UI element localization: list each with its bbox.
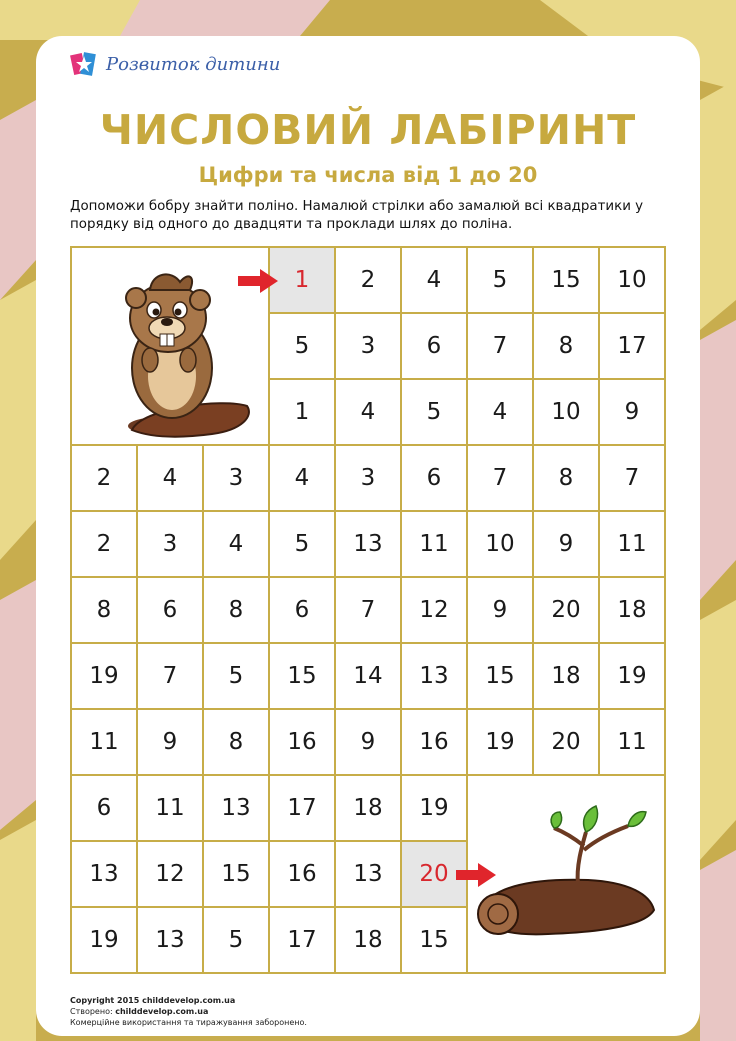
maze-cell[interactable]: 9: [336, 710, 402, 776]
maze-cell[interactable]: 8: [204, 710, 270, 776]
maze-cell[interactable]: 13: [336, 512, 402, 578]
footer: [70, 995, 307, 1028]
maze-cell[interactable]: 15: [204, 842, 270, 908]
maze-cell[interactable]: 8: [534, 314, 600, 380]
maze-cell[interactable]: 7: [336, 578, 402, 644]
maze-cell[interactable]: 19: [468, 710, 534, 776]
maze-cell[interactable]: 15: [534, 248, 600, 314]
maze-cell[interactable]: 9: [534, 512, 600, 578]
log-picture-area: [468, 776, 666, 974]
maze-cell[interactable]: 4: [204, 512, 270, 578]
maze-cell[interactable]: 9: [138, 710, 204, 776]
maze-cell[interactable]: 11: [138, 776, 204, 842]
maze-cell[interactable]: 16: [402, 710, 468, 776]
maze-cell[interactable]: 6: [72, 776, 138, 842]
maze-cell[interactable]: 13: [336, 842, 402, 908]
maze-cell[interactable]: 5: [270, 314, 336, 380]
maze-cell[interactable]: 9: [600, 380, 666, 446]
star-logo-icon: [70, 50, 98, 78]
maze-cell[interactable]: 6: [402, 314, 468, 380]
usage-notice: Комерційне використання та тиражування заборонено.: [70, 1018, 307, 1027]
maze-cell[interactable]: 2: [336, 248, 402, 314]
maze-cell[interactable]: 8: [534, 446, 600, 512]
maze-cell[interactable]: 7: [600, 446, 666, 512]
maze-cell[interactable]: 3: [138, 512, 204, 578]
maze-cell[interactable]: 13: [138, 908, 204, 974]
maze-cell[interactable]: 3: [204, 446, 270, 512]
created-line: [70, 1006, 307, 1017]
maze-cell[interactable]: 16: [270, 842, 336, 908]
number-maze-grid: [70, 246, 666, 974]
maze-cell[interactable]: 17: [270, 908, 336, 974]
maze-cell[interactable]: 16: [270, 710, 336, 776]
maze-cell[interactable]: 6: [402, 446, 468, 512]
maze-cell[interactable]: 8: [204, 578, 270, 644]
maze-cell[interactable]: 2: [72, 446, 138, 512]
maze-cell[interactable]: 6: [138, 578, 204, 644]
page-title: ЧИСЛОВИЙ ЛАБІРИНТ: [99, 106, 637, 154]
maze-cell[interactable]: 20: [534, 710, 600, 776]
maze-cell[interactable]: 4: [468, 380, 534, 446]
maze-cell[interactable]: 11: [600, 710, 666, 776]
maze-cell[interactable]: 5: [204, 908, 270, 974]
maze-cell[interactable]: 18: [534, 644, 600, 710]
maze-cell[interactable]: 1: [270, 380, 336, 446]
maze-cell[interactable]: 11: [402, 512, 468, 578]
maze-cell[interactable]: 1: [270, 248, 336, 314]
maze-cell[interactable]: 8: [72, 578, 138, 644]
start-arrow-icon: [238, 269, 278, 293]
maze-cell[interactable]: 13: [402, 644, 468, 710]
maze-cell[interactable]: 18: [600, 578, 666, 644]
end-arrow-icon: [456, 863, 496, 887]
created-site: childdevelop.com.ua: [115, 1007, 209, 1016]
maze-cell[interactable]: 15: [270, 644, 336, 710]
log-with-sprout-icon: [468, 776, 662, 970]
maze-cell[interactable]: 13: [204, 776, 270, 842]
maze-cell[interactable]: 20: [402, 842, 468, 908]
maze-cell[interactable]: 10: [534, 380, 600, 446]
maze-cell[interactable]: 4: [402, 248, 468, 314]
maze-cell[interactable]: 7: [138, 644, 204, 710]
maze-cell[interactable]: 19: [72, 644, 138, 710]
maze-cell[interactable]: 10: [600, 248, 666, 314]
maze-cell[interactable]: 15: [402, 908, 468, 974]
maze-cell[interactable]: 19: [600, 644, 666, 710]
maze-cell[interactable]: 11: [600, 512, 666, 578]
maze-cell[interactable]: 18: [336, 908, 402, 974]
maze-cell[interactable]: 17: [600, 314, 666, 380]
maze-cell[interactable]: 3: [336, 446, 402, 512]
maze-cell[interactable]: 17: [270, 776, 336, 842]
maze-cell[interactable]: 20: [534, 578, 600, 644]
maze-cell[interactable]: 5: [204, 644, 270, 710]
maze-cell[interactable]: 5: [468, 248, 534, 314]
maze-cell[interactable]: 5: [270, 512, 336, 578]
maze-cell[interactable]: 4: [336, 380, 402, 446]
maze-cell[interactable]: 12: [138, 842, 204, 908]
page-subtitle: Цифри та числа від 1 до 20: [198, 163, 538, 187]
maze-cell[interactable]: 7: [468, 314, 534, 380]
maze-cell[interactable]: 19: [72, 908, 138, 974]
maze-cell[interactable]: 4: [270, 446, 336, 512]
maze-cell[interactable]: 12: [402, 578, 468, 644]
maze-cell[interactable]: 7: [468, 446, 534, 512]
maze-cell[interactable]: 9: [468, 578, 534, 644]
instructions-text: Допоможи бобру знайти поліно. Намалюй стрілки або замалюй всі квадратики у порядку від одного до двадцяти та проклади шлях до поліна.: [70, 199, 644, 232]
maze-cell[interactable]: 14: [336, 644, 402, 710]
maze-cell[interactable]: 15: [468, 644, 534, 710]
maze-cell[interactable]: 4: [138, 446, 204, 512]
maze-cell[interactable]: 2: [72, 512, 138, 578]
brand-logo: [70, 50, 280, 78]
created-label: Створено:: [70, 1007, 116, 1016]
maze-cell[interactable]: 19: [402, 776, 468, 842]
maze-cell[interactable]: 6: [270, 578, 336, 644]
maze-cell[interactable]: 5: [402, 380, 468, 446]
maze-cell[interactable]: 18: [336, 776, 402, 842]
maze-cell[interactable]: 11: [72, 710, 138, 776]
maze-cell[interactable]: 13: [72, 842, 138, 908]
brand-name: Розвиток дитини: [106, 53, 281, 75]
maze-cell[interactable]: 10: [468, 512, 534, 578]
maze-cell[interactable]: 3: [336, 314, 402, 380]
copyright-text: Copyright 2015 childdevelop.com.ua: [70, 996, 236, 1005]
beaver-icon: [72, 248, 266, 442]
